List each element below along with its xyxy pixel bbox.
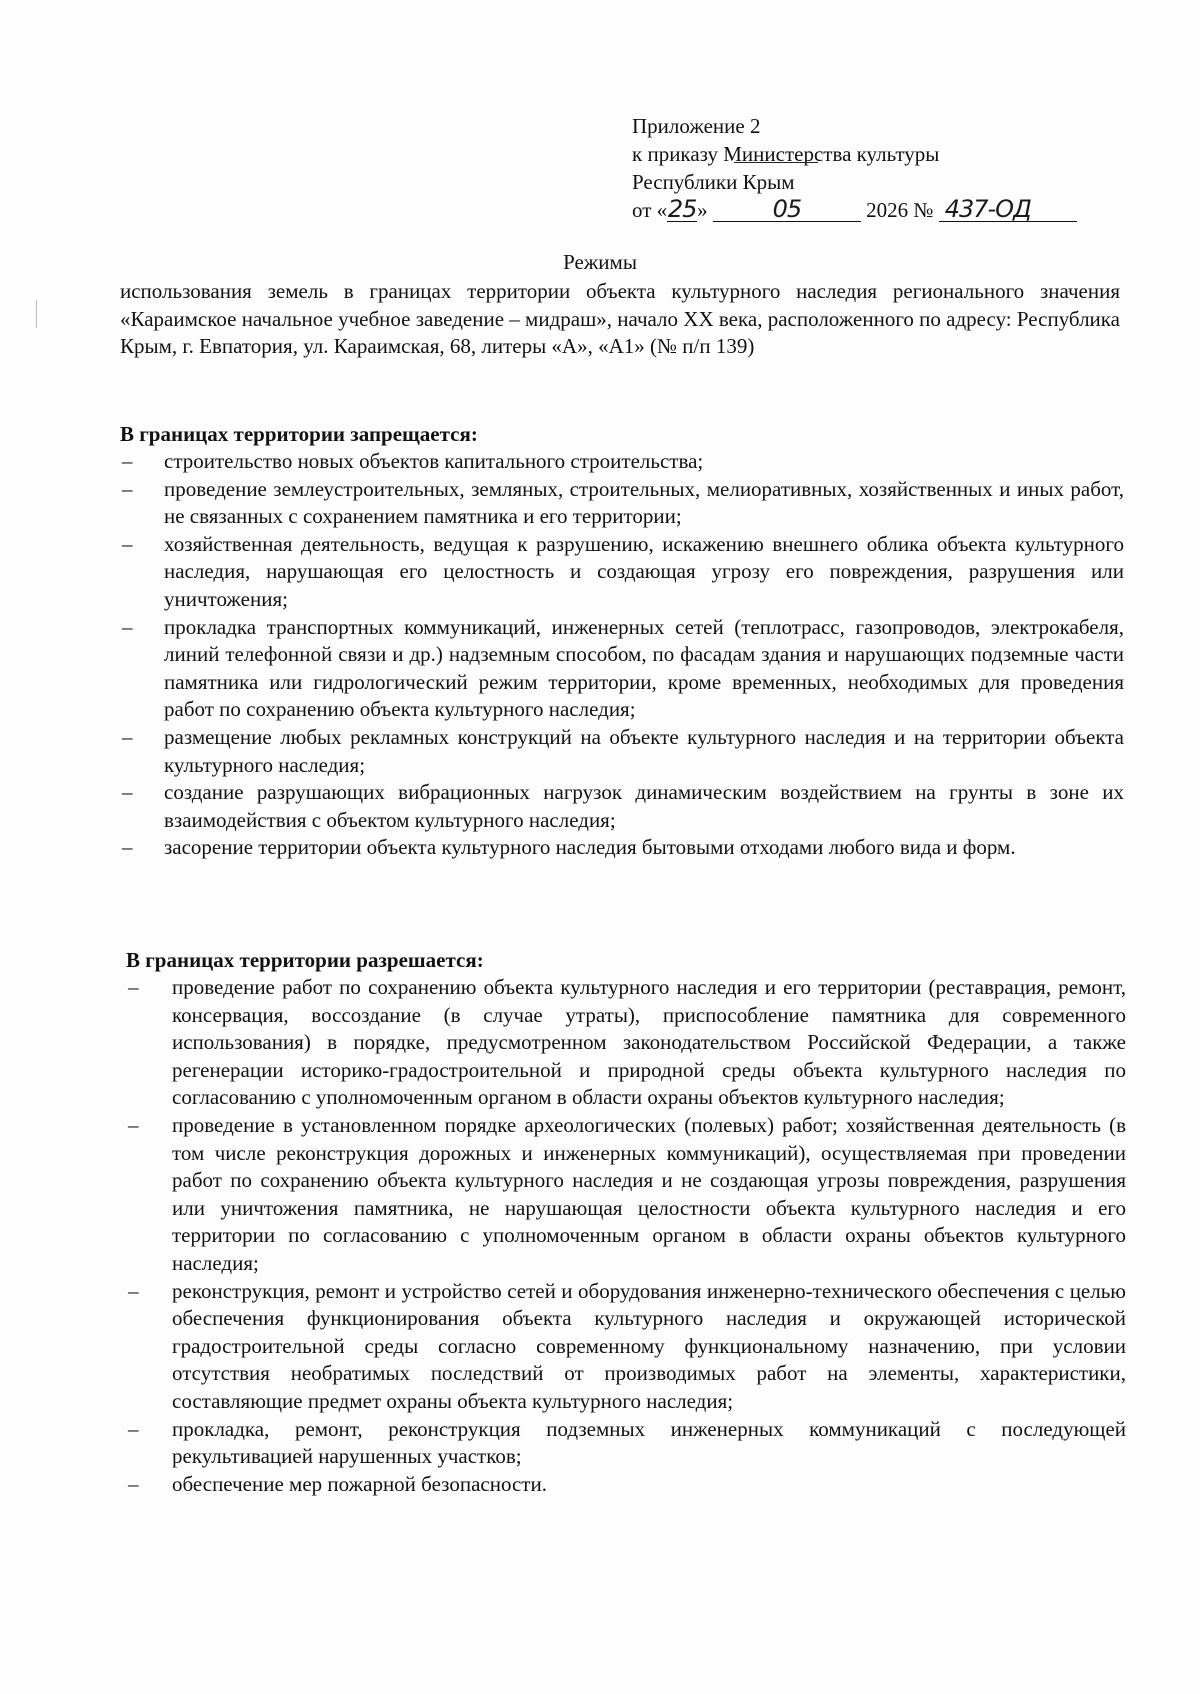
- list-item-text: строительство новых объектов капитального строительства;: [164, 449, 704, 473]
- appendix-line-2: к приказу Министерства культуры: [632, 142, 940, 166]
- allowed-list: [126, 974, 1126, 1498]
- date-day-handwritten: 25: [667, 195, 697, 223]
- list-item: [120, 531, 1124, 614]
- dash-bullet: [128, 1278, 148, 1306]
- document-subtitle: использования земель в границах территории объекта культурного наследия регионального значения «Караимское начальное учебное заведение – мидраш», начало XX века, расположенного по адресу: Республика Крым, г. Евпатория, ул. Караимская, 68, литеры «А», «А1» (№ п/п 139): [120, 279, 1120, 358]
- dash-bullet: [122, 476, 142, 504]
- list-item-text: проведение в установленном порядке археологических (полевых) работ; хозяйственная деятельность (в том числе реконструкция дорожных и инженерных коммуникаций), осуществляемая при проведении работ по сохранению объекта культурного наследия и не создающая угрозы повреждения, разрушения или уничтожения памятника, не нарушающая целостности объекта культурного наследия и его территории по согласованию с уполномоченным органом в области охраны объектов культурного наследия;: [172, 1112, 1126, 1275]
- order-number-handwritten: 437-ОД: [939, 197, 1077, 222]
- dash-bullet: [128, 974, 148, 1002]
- list-item: [126, 1278, 1126, 1416]
- scan-margin-mark: [36, 300, 37, 328]
- signature-stroke: [734, 162, 818, 163]
- list-item-text: засорение территории объекта культурного наследия бытовыми отходами любого вида и форм.: [164, 835, 1016, 860]
- appendix-line-3: Республики Крым: [632, 170, 795, 194]
- date-mid: »: [697, 198, 708, 222]
- list-item-text: размещение любых рекламных конструкций на объекте культурного наследия и на территории объекта культурного наследия;: [164, 724, 1124, 777]
- list-item-text: обеспечение мер пожарной безопасности.: [172, 1471, 547, 1496]
- prohibited-section: [120, 420, 1124, 862]
- appendix-line-1: Приложение 2: [632, 114, 761, 138]
- list-item: [120, 834, 1124, 862]
- list-item-text: создание разрушающих вибрационных нагрузок динамическим воздействием на грунты в зоне их взаимодействия с объектом культурного наследия;: [164, 780, 1124, 832]
- prohibited-heading: В границах территории запрещается:: [120, 422, 478, 446]
- dash-bullet: [122, 531, 142, 559]
- list-item: [126, 1471, 1126, 1499]
- list-item: [120, 724, 1124, 779]
- list-item: [120, 448, 1124, 476]
- dash-bullet: [122, 724, 142, 752]
- list-item-text: прокладка транспортных коммуникаций, инженерных сетей (теплотрасс, газопроводов, электрокабеля, линий телефонной связи и др.) надземным способом, по фасадам здания и нарушающих подземные части памятника или гидрологический режим территории, кроме временных, необходимых для проведения работ по сохранению объекта культурного наследия;: [164, 614, 1124, 722]
- list-item-text: проведение работ по сохранению объекта культурного наследия и его территории (реставрация, ремонт, консервация, воссоздание (в случае утраты), приспособление памятника для современного использования) в порядке, предусмотренном законодательством Российской Федерации, а также регенерации историко-градостроительной и природной среды объекта культурного наследия по согласованию с уполномоченным органом в области охраны объектов культурного наследия;: [172, 975, 1126, 1110]
- date-year: 2026 №: [866, 198, 934, 222]
- list-item-text: проведение землеустроительных, земляных, строительных, мелиоративных, хозяйственных и иных работ, не связанных с сохранением памятника и его территории;: [164, 476, 1124, 529]
- dash-bullet: [128, 1471, 148, 1499]
- dash-bullet: [122, 614, 142, 642]
- dash-bullet: [128, 1416, 148, 1444]
- list-item: [126, 974, 1126, 1112]
- dash-bullet: [122, 779, 142, 807]
- dash-bullet: [128, 1112, 148, 1140]
- list-item-text: хозяйственная деятельность, ведущая к разрушению, искажению внешнего облика объекта культурного наследия, нарушающая его целостность и создающая угрозу его повреждения, разрушения или уничтожения;: [164, 531, 1124, 611]
- list-item: [120, 614, 1124, 724]
- date-prefix: от «: [632, 198, 668, 222]
- appendix-header: [632, 112, 1112, 224]
- list-item: [126, 1416, 1126, 1471]
- list-item: [120, 779, 1124, 834]
- prohibited-list: [120, 448, 1124, 862]
- dash-bullet: [122, 448, 142, 476]
- date-month-handwritten: 05: [713, 197, 861, 222]
- allowed-heading: В границах территории разрешается:: [126, 948, 484, 972]
- list-item: [126, 1112, 1126, 1278]
- list-item-text: прокладка, ремонт, реконструкция подземных инженерных коммуникаций с последующей рекультивацией нарушенных участков;: [172, 1416, 1126, 1469]
- order-date-line: [632, 196, 1112, 224]
- document-title: Режимы: [563, 250, 637, 274]
- list-item-text: реконструкция, ремонт и устройство сетей и оборудования инженерно-технического обеспечения с целью обеспечения функционирования объекта культурного наследия и окружающей исторической градостроительной среды согласно современному функциональному назначению, при условии отсутствия необратимых последствий от производимых работ на элементы, характеристики, составляющие предмет охраны объекта культурного наследия;: [172, 1278, 1126, 1413]
- allowed-section: [126, 946, 1126, 1498]
- list-item: [120, 476, 1124, 531]
- dash-bullet: [122, 834, 142, 862]
